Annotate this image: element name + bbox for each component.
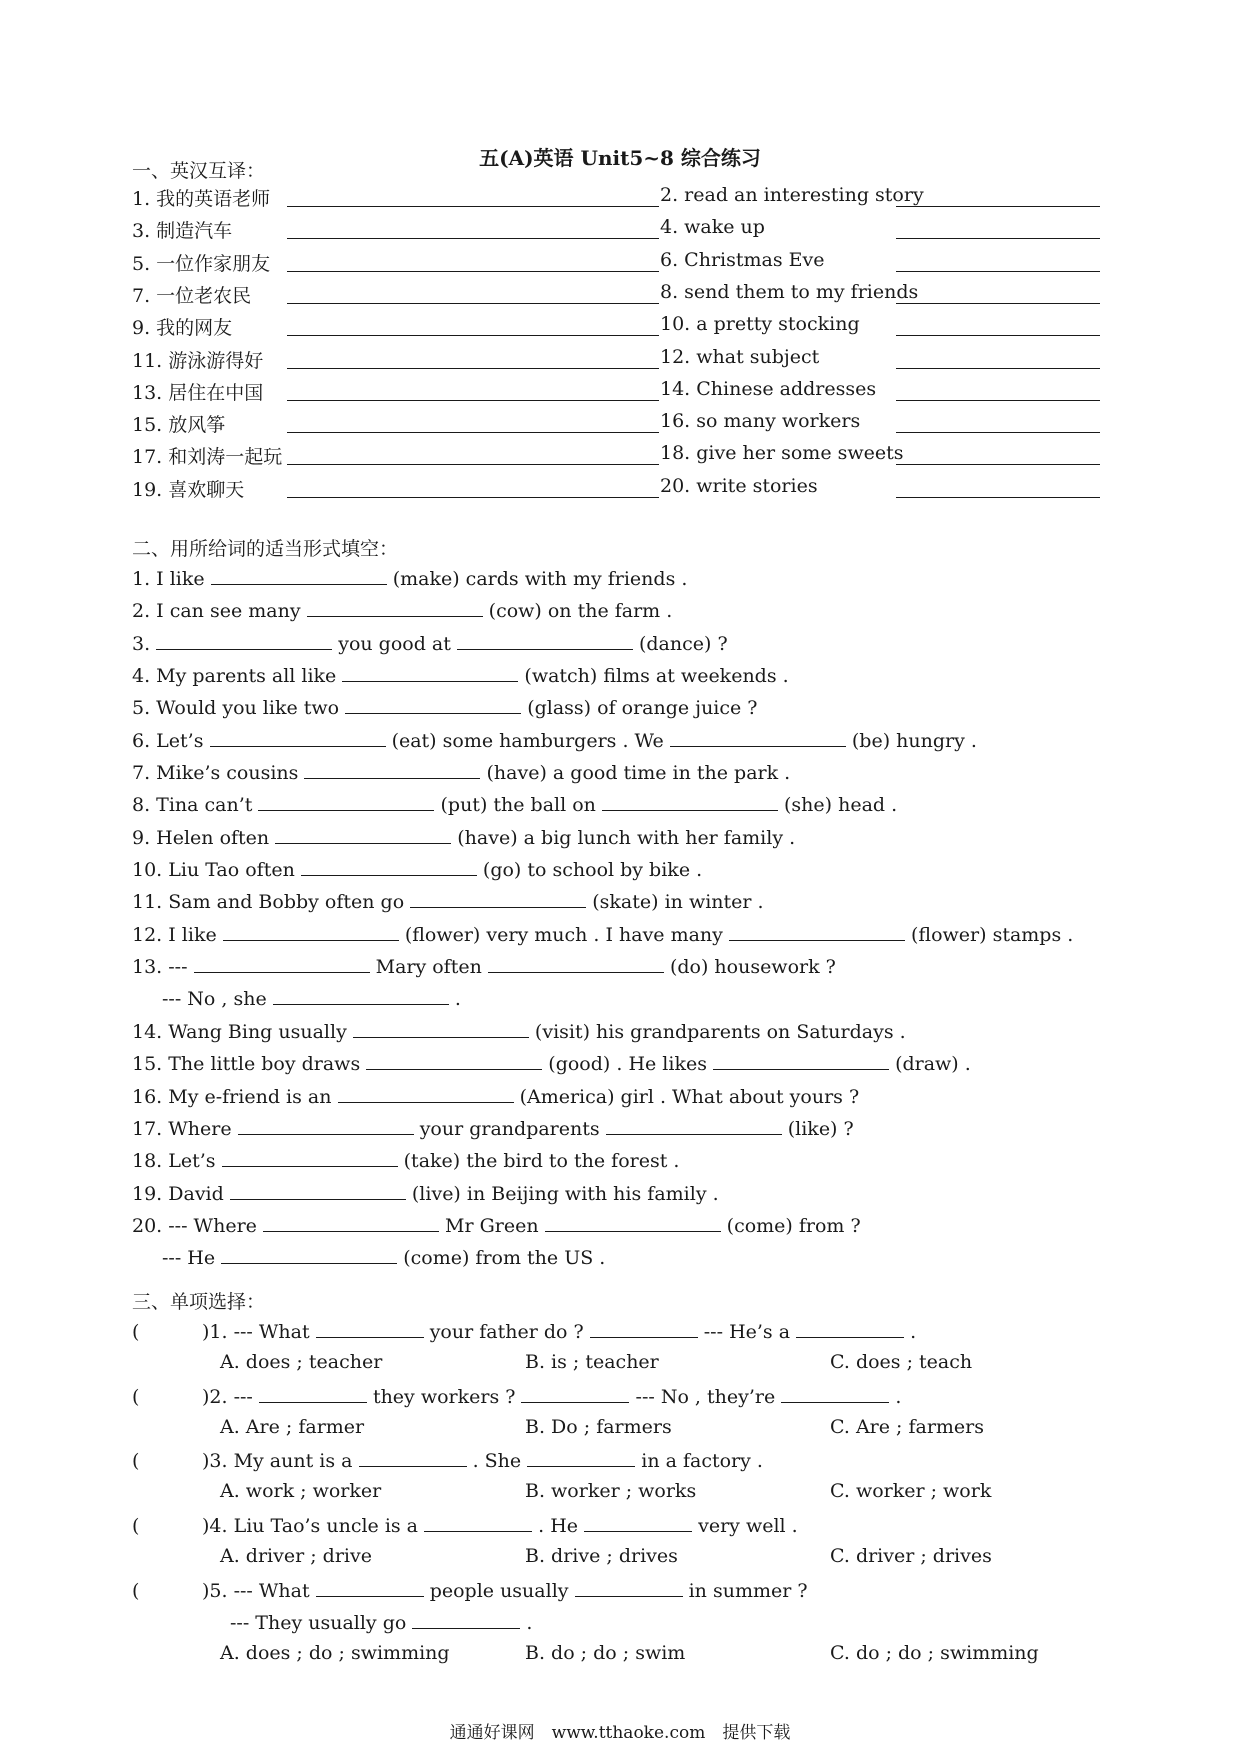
- fill-blank-item: [132, 562, 687, 594]
- item-text: )2. ---: [202, 1386, 253, 1408]
- answer-blank[interactable]: [412, 1606, 520, 1629]
- answer-blank[interactable]: [194, 950, 370, 973]
- fill-blank-item: [132, 1015, 906, 1047]
- footer-source: 通通好课网 www.tthaoke.com 提供下载: [449, 1723, 791, 1743]
- answer-paren: (: [132, 1580, 140, 1602]
- answer-blank[interactable]: [575, 1574, 683, 1597]
- answer-blank[interactable]: [222, 1144, 398, 1167]
- item-text: 4. My parents all like: [132, 665, 337, 687]
- item-text: 3.: [132, 633, 151, 655]
- answer-blank[interactable]: [301, 853, 477, 876]
- translation-item-left: [132, 442, 282, 469]
- choice-option[interactable]: B. worker ; works: [525, 1480, 697, 1502]
- choice-option[interactable]: B. Do ; farmers: [525, 1416, 672, 1438]
- answer-blank[interactable]: [210, 724, 386, 747]
- answer-paren: (: [132, 1450, 140, 1472]
- answer-blank[interactable]: [230, 1177, 406, 1200]
- item-text: your father do ?: [429, 1321, 584, 1343]
- item-text: 8. Tina can’t: [132, 794, 253, 816]
- answer-blank[interactable]: [896, 442, 1100, 465]
- translation-item-right: [660, 216, 1100, 238]
- fill-blank-item: [132, 756, 790, 788]
- answer-blank[interactable]: [258, 788, 434, 811]
- answer-blank[interactable]: [275, 821, 451, 844]
- choice-option[interactable]: C. driver ; drives: [830, 1545, 992, 1567]
- item-text: --- He: [162, 1247, 216, 1269]
- translation-item-left: [132, 249, 270, 276]
- answer-blank[interactable]: [896, 475, 1100, 498]
- item-text: 15. The little boy draws: [132, 1053, 361, 1075]
- item-text: (glass) of orange juice ?: [527, 697, 758, 719]
- item-text: 18. Let’s: [132, 1150, 216, 1172]
- item-text: very well .: [698, 1515, 798, 1537]
- item-text: 20. write stories: [660, 474, 818, 497]
- item-text: .: [526, 1612, 533, 1634]
- answer-blank[interactable]: [584, 1509, 692, 1532]
- item-text: 17. 和刘涛一起玩: [132, 446, 283, 469]
- translation-item-left: [132, 281, 251, 308]
- translation-item-left: [132, 378, 263, 405]
- item-text: your grandparents: [419, 1118, 600, 1140]
- answer-blank[interactable]: [287, 184, 659, 207]
- translation-item-left: [132, 184, 270, 211]
- answer-blank[interactable]: [287, 249, 659, 272]
- section3-heading: 三、单项选择：: [132, 1291, 266, 1313]
- item-text: (like) ?: [787, 1118, 854, 1140]
- answer-blank[interactable]: [263, 1209, 439, 1232]
- item-text: people usually: [429, 1580, 569, 1602]
- translation-item-right: [660, 346, 1100, 368]
- item-text: 9. Helen often: [132, 827, 270, 849]
- answer-blank[interactable]: [424, 1509, 532, 1532]
- item-text: in summer ?: [688, 1580, 808, 1602]
- choice-option[interactable]: B. drive ; drives: [525, 1545, 678, 1567]
- item-text: 6. Christmas Eve: [660, 248, 825, 271]
- item-text: (put) the ball on: [440, 794, 596, 816]
- translation-item-left: [132, 313, 232, 340]
- item-text: 11. 游泳游得好: [132, 349, 264, 372]
- answer-blank[interactable]: [287, 281, 659, 304]
- choice-option[interactable]: C. worker ; work: [830, 1480, 992, 1502]
- question-substem: [230, 1606, 532, 1638]
- item-text: (she) head .: [784, 794, 898, 816]
- fill-blank-item: [132, 1047, 971, 1079]
- answer-blank[interactable]: [896, 346, 1100, 369]
- fill-blank-item: [132, 885, 764, 917]
- answer-blank[interactable]: [366, 1047, 542, 1070]
- answer-blank[interactable]: [896, 184, 1100, 207]
- item-text: .: [910, 1321, 917, 1343]
- item-text: 12. what subject: [660, 345, 820, 368]
- answer-blank[interactable]: [287, 313, 659, 336]
- translation-item-right: [660, 184, 1100, 206]
- choice-option[interactable]: C. does ; teach: [830, 1351, 973, 1373]
- choice-option[interactable]: B. do ; do ; swim: [525, 1642, 686, 1664]
- fill-blank-item: [132, 1209, 861, 1241]
- choice-option[interactable]: A. Are ; farmer: [220, 1416, 365, 1438]
- answer-blank[interactable]: [527, 1444, 635, 1467]
- choice-option[interactable]: A. work ; worker: [220, 1480, 382, 1502]
- question-stem: [132, 1315, 916, 1347]
- answer-blank[interactable]: [211, 562, 387, 585]
- item-text: (take) the bird to the forest .: [403, 1150, 680, 1172]
- question-stem: [132, 1509, 798, 1541]
- item-text: 19. David: [132, 1183, 224, 1205]
- item-text: (watch) films at weekends .: [524, 665, 789, 687]
- item-text: 7. Mike’s cousins: [132, 762, 299, 784]
- translation-item-right: [660, 249, 1100, 271]
- answer-blank[interactable]: [488, 950, 664, 973]
- section2-heading: 二、用所给词的适当形式填空：: [132, 538, 399, 560]
- answer-blank[interactable]: [156, 627, 332, 650]
- question-stem: [132, 1574, 808, 1606]
- item-text: they workers ?: [372, 1386, 516, 1408]
- item-text: 5. 一位作家朋友: [132, 252, 271, 275]
- fill-blank-item: [132, 724, 977, 756]
- answer-blank[interactable]: [606, 1112, 782, 1135]
- answer-blank[interactable]: [410, 885, 586, 908]
- item-text: (flower) stamps .: [911, 924, 1074, 946]
- item-text: 7. 一位老农民: [132, 284, 252, 307]
- item-text: 15. 放风筝: [132, 414, 226, 437]
- fill-blank-item: [132, 691, 758, 723]
- item-text: 16. My e-friend is an: [132, 1086, 332, 1108]
- answer-blank[interactable]: [896, 378, 1100, 401]
- answer-paren: (: [132, 1386, 140, 1408]
- answer-blank[interactable]: [287, 442, 659, 465]
- answer-blank[interactable]: [781, 1380, 889, 1403]
- item-text: --- He’s a: [703, 1321, 791, 1343]
- item-text: (flower) very much . I have many: [404, 924, 723, 946]
- choice-option[interactable]: C. Are ; farmers: [830, 1416, 985, 1438]
- choice-option[interactable]: A. does ; do ; swimming: [220, 1642, 450, 1664]
- answer-blank[interactable]: [796, 1315, 904, 1338]
- item-text: (do) housework ?: [669, 956, 836, 978]
- fill-blank-item: [132, 1177, 719, 1209]
- fill-blank-item: [132, 950, 836, 982]
- item-text: (go) to school by bike .: [482, 859, 703, 881]
- fill-blank-item: [162, 982, 461, 1014]
- answer-blank[interactable]: [304, 756, 480, 779]
- item-text: (be) hungry .: [851, 730, 977, 752]
- answer-blank[interactable]: [342, 659, 518, 682]
- translation-item-left: [132, 410, 225, 437]
- item-text: 5. Would you like two: [132, 697, 340, 719]
- answer-blank[interactable]: [896, 216, 1100, 239]
- item-text: 6. Let’s: [132, 730, 204, 752]
- item-text: (come) from ?: [726, 1215, 861, 1237]
- translation-item-left: [132, 346, 263, 373]
- item-text: (America) girl . What about yours ?: [519, 1086, 860, 1108]
- item-text: (have) a good time in the park .: [486, 762, 791, 784]
- translation-item-left: [132, 216, 232, 243]
- answer-blank[interactable]: [345, 691, 521, 714]
- answer-blank[interactable]: [223, 918, 399, 941]
- item-text: 20. --- Where: [132, 1215, 257, 1237]
- answer-blank[interactable]: [259, 1380, 367, 1403]
- answer-blank[interactable]: [896, 313, 1100, 336]
- item-text: (cow) on the farm .: [488, 600, 673, 622]
- answer-blank[interactable]: [287, 378, 659, 401]
- translation-item-right: [660, 410, 1100, 432]
- item-text: (good) . He likes: [548, 1053, 707, 1075]
- fill-blank-item: [132, 1144, 679, 1176]
- answer-blank[interactable]: [238, 1112, 414, 1135]
- answer-blank[interactable]: [287, 410, 659, 433]
- item-text: 18. give her some sweets: [660, 442, 904, 465]
- choice-option[interactable]: A. driver ; drive: [220, 1545, 372, 1567]
- answer-blank[interactable]: [590, 1315, 698, 1338]
- item-text: you good at: [338, 633, 451, 655]
- translation-item-right: [660, 281, 1100, 303]
- item-text: 10. a pretty stocking: [660, 313, 860, 336]
- item-text: 14. Chinese addresses: [660, 377, 877, 400]
- item-text: 19. 喜欢聊天: [132, 478, 245, 501]
- fill-blank-item: [132, 788, 897, 820]
- item-text: Mary often: [375, 956, 482, 978]
- answer-blank[interactable]: [287, 346, 659, 369]
- fill-blank-item: [132, 659, 789, 691]
- item-text: 4. wake up: [660, 216, 765, 239]
- answer-blank[interactable]: [896, 249, 1100, 272]
- item-text: (eat) some hamburgers . We: [391, 730, 664, 752]
- translation-item-right: [660, 378, 1100, 400]
- fill-blank-item: [132, 627, 728, 659]
- answer-blank[interactable]: [316, 1574, 424, 1597]
- answer-blank[interactable]: [457, 627, 633, 650]
- answer-blank[interactable]: [316, 1315, 424, 1338]
- item-text: (have) a big lunch with her family .: [457, 827, 796, 849]
- choice-option[interactable]: C. do ; do ; swimming: [830, 1642, 1039, 1664]
- answer-blank[interactable]: [273, 982, 449, 1005]
- item-text: (make) cards with my friends .: [392, 568, 688, 590]
- item-text: (visit) his grandparents on Saturdays .: [534, 1021, 906, 1043]
- item-text: 2. I can see many: [132, 600, 301, 622]
- page-title: 五(A)英语 Unit5~8 综合练习: [479, 146, 761, 170]
- translation-item-right: [660, 313, 1100, 335]
- item-text: --- No , they’re: [635, 1386, 776, 1408]
- fill-blank-item: [132, 918, 1073, 950]
- fill-blank-item: [162, 1241, 605, 1273]
- item-text: 2. read an interesting story: [660, 184, 924, 206]
- item-text: 14. Wang Bing usually: [132, 1021, 347, 1043]
- answer-blank[interactable]: [670, 724, 846, 747]
- answer-blank[interactable]: [353, 1015, 529, 1038]
- answer-blank[interactable]: [521, 1380, 629, 1403]
- item-text: 17. Where: [132, 1118, 232, 1140]
- answer-blank[interactable]: [602, 788, 778, 811]
- item-text: (draw) .: [895, 1053, 971, 1075]
- fill-blank-item: [132, 821, 795, 853]
- fill-blank-item: [132, 594, 672, 626]
- item-text: Mr Green: [445, 1215, 539, 1237]
- item-text: 13. ---: [132, 956, 188, 978]
- answer-blank[interactable]: [307, 594, 483, 617]
- answer-blank[interactable]: [713, 1047, 889, 1070]
- answer-paren: (: [132, 1321, 140, 1343]
- answer-blank[interactable]: [359, 1444, 467, 1467]
- item-text: 8. send them to my friends: [660, 280, 919, 303]
- item-text: in a factory .: [641, 1450, 763, 1472]
- item-text: --- They usually go: [230, 1612, 407, 1634]
- item-text: 12. I like: [132, 924, 217, 946]
- item-text: )3. My aunt is a: [202, 1450, 353, 1472]
- translation-item-right: [660, 475, 1100, 497]
- fill-blank-item: [132, 1080, 859, 1112]
- answer-blank[interactable]: [729, 918, 905, 941]
- answer-blank[interactable]: [287, 216, 659, 239]
- question-stem: [132, 1444, 763, 1476]
- choice-option[interactable]: B. is ; teacher: [525, 1351, 659, 1373]
- item-text: (skate) in winter .: [592, 891, 764, 913]
- item-text: . He: [538, 1515, 579, 1537]
- item-text: 10. Liu Tao often: [132, 859, 295, 881]
- answer-paren: (: [132, 1515, 140, 1537]
- item-text: (live) in Beijing with his family .: [411, 1183, 719, 1205]
- item-text: 1. 我的英语老师: [132, 188, 271, 210]
- translation-item-left: [132, 475, 244, 502]
- item-text: 3. 制造汽车: [132, 220, 233, 243]
- item-text: . She: [472, 1450, 522, 1472]
- item-text: )1. --- What: [202, 1321, 310, 1343]
- item-text: .: [454, 988, 461, 1010]
- item-text: 13. 居住在中国: [132, 381, 264, 404]
- answer-blank[interactable]: [896, 281, 1100, 304]
- translation-item-right: [660, 442, 1100, 464]
- item-text: 9. 我的网友: [132, 317, 233, 340]
- section1-heading: 一、英汉互译：: [132, 160, 266, 182]
- item-text: )4. Liu Tao’s uncle is a: [202, 1515, 419, 1537]
- item-text: (dance) ?: [638, 633, 728, 655]
- answer-blank[interactable]: [338, 1080, 514, 1103]
- answer-blank[interactable]: [287, 475, 659, 498]
- item-text: --- No , she: [162, 988, 267, 1010]
- item-text: (come) from the US .: [403, 1247, 606, 1269]
- item-text: 11. Sam and Bobby often go: [132, 891, 405, 913]
- choice-option[interactable]: A. does ; teacher: [220, 1351, 383, 1373]
- fill-blank-item: [132, 1112, 854, 1144]
- question-stem: [132, 1380, 901, 1412]
- item-text: )5. --- What: [202, 1580, 310, 1602]
- item-text: .: [895, 1386, 902, 1408]
- item-text: 16. so many workers: [660, 410, 861, 433]
- answer-blank[interactable]: [221, 1241, 397, 1264]
- answer-blank[interactable]: [545, 1209, 721, 1232]
- answer-blank[interactable]: [896, 410, 1100, 433]
- fill-blank-item: [132, 853, 702, 885]
- item-text: 1. I like: [132, 568, 205, 590]
